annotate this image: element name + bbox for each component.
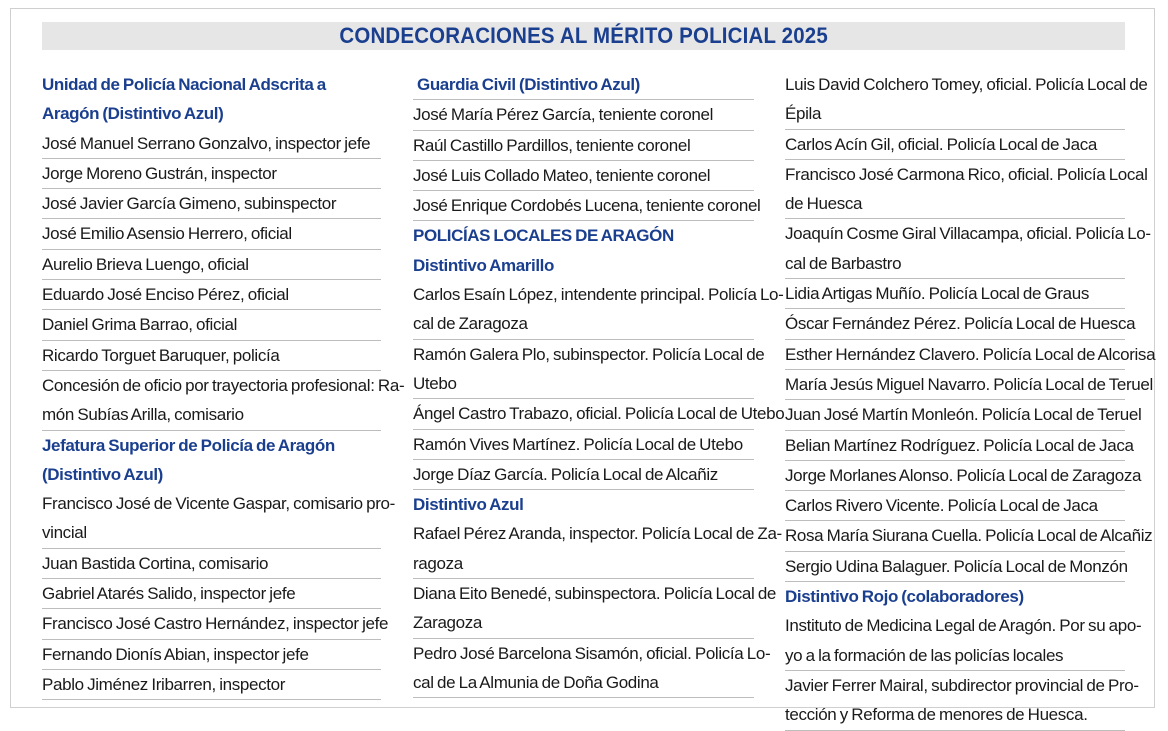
subsection-heading: Distintivo Azul [413,495,524,515]
list-item-line: ragoza [413,553,463,573]
list-item-line: cal de Barbastro [785,253,902,273]
list-item-line: Juan Bastida Cortina, comisario [42,553,269,573]
list-item [413,161,754,191]
list-item-line: Juan José Martín Monleón. Policía Local de Teruel [785,405,1142,425]
list-item [42,549,381,579]
list-item-line: Ramón Vives Martínez. Policía Local de Utebo [413,434,743,454]
list-item-line: Pablo Jiménez Iribarren, inspector [42,674,286,694]
list-item-line: Carlos Rivero Vicente. Policía Local de Jaca [785,496,1098,516]
list-item [42,609,389,639]
list-item [785,340,1156,370]
list-item-line: Rosa María Siurana Cuella. Policía Local de Alcañiz [785,526,1153,546]
list-item [413,280,784,340]
list-item [42,579,381,609]
list-item-line: José Javier García Gimeno, subinspector [42,194,337,214]
list-item [413,639,771,699]
list-item [413,519,782,579]
list-item-line: José Emilio Asensio Herrero, oficial [42,224,292,244]
list-item-line: Carlos Esaín López, intendente principal. Policía Lo- [413,285,784,305]
list-item [42,129,381,159]
list-item-line: María Jesús Miguel Navarro. Policía Local de Teruel [785,374,1153,394]
list-item-line: Lidia Artigas Muñío. Policía Local de Graus [785,284,1090,304]
list-item-line: Diana Eito Benedé, subinspectora. Policía Local de [413,584,777,604]
list-item-line: Carlos Acín Gil, oficial. Policía Local de Jaca [785,134,1097,154]
list-item-line: Instituto de Medicina Legal de Aragón. Por su apo- [785,616,1142,636]
subsection-heading: Distintivo Amarillo [413,255,554,275]
list-item [785,400,1142,430]
list-item [413,100,754,130]
entry-list [413,100,761,221]
list-item-line: Raúl Castillo Pardillos, teniente coronel [413,135,691,155]
section-heading: Guardia Civil (Distintivo Azul) [413,70,754,100]
list-item-line: yo a la formación de las policías locales [785,645,1064,665]
list-item [785,552,1128,582]
section-heading: Unidad de Policía Nacional Adscrita a Aragón (Distintivo Azul) [42,75,326,124]
list-item-line: vincial [42,523,87,543]
list-item [785,309,1136,339]
list-item [785,611,1142,671]
list-item [413,399,785,429]
list-item [785,521,1153,551]
list-item-line: José Luis Collado Mateo, teniente coronel [413,165,711,185]
page-title: CONDECORACIONES AL MÉRITO POLICIAL 2025 [339,23,828,48]
list-item-line: Épila [785,104,822,124]
list-item-line: Belian Martínez Rodríguez. Policía Local de Jaca [785,435,1134,455]
list-item [42,250,381,280]
list-item [42,159,381,189]
column-2 [413,70,785,698]
list-item [42,219,381,249]
list-item [42,341,381,371]
list-item [785,219,1151,279]
list-item-line: Fernando Dionís Abian, inspector jefe [42,644,309,664]
list-item-line: Jorge Morlanes Alonso. Policía Local de Zaragoza [785,465,1142,485]
list-item [785,130,1125,160]
list-item-line: món Subías Arilla, comisario [42,405,244,425]
list-item-line: José María Pérez García, teniente coronel [413,105,714,125]
list-item-line: José Enrique Cordobés Lucena, teniente coronel [413,196,761,216]
column-3 [785,70,1156,731]
list-item-line: Jorge Moreno Gustrán, inspector [42,163,277,183]
list-item-line: cal de La Almunia de Doña Godina [413,672,659,692]
list-item-line: Aurelio Brieva Luengo, oficial [42,254,249,274]
section-heading: Jefatura Superior de Policía de Aragón (Distintivo Azul) [42,435,335,484]
list-item [413,579,777,639]
list-item [42,640,381,670]
list-item-line: Francisco José de Vicente Gaspar, comisario pro- [42,494,395,514]
list-item [42,280,381,310]
entry-list [785,611,1142,730]
section-heading: POLICÍAS LOCALES DE ARAGÓN [413,226,674,246]
list-item-line: Luis David Colchero Tomey, oficial. Policía Local de [785,75,1148,94]
list-item-line: Ramón Galera Plo, subinspector. Policía Local de [413,344,765,364]
entry-list [413,519,782,698]
entry-list [42,489,395,700]
list-item [42,670,381,700]
list-item-line: Eduardo José Enciso Pérez, oficial [42,285,289,305]
list-item-line: Joaquín Cosme Giral Villacampa, oficial. Policía Lo- [785,224,1151,244]
list-item-line: Ángel Castro Trabazo, oficial. Policía Local de Utebo [413,404,785,424]
list-item-line: Óscar Fernández Pérez. Policía Local de Huesca [785,314,1136,334]
list-item [785,671,1139,731]
list-item-line: Sergio Udina Balaguer. Policía Local de Monzón [785,556,1128,576]
list-item-line: de Huesca [785,194,863,214]
list-item-line: Francisco José Castro Hernández, inspector jefe [42,614,389,634]
entry-list [785,70,1156,582]
list-item [785,461,1142,491]
list-item-line: Daniel Grima Barrao, oficial [42,315,238,335]
list-item-line: Utebo [413,373,457,393]
list-item-line: Gabriel Atarés Salido, inspector jefe [42,584,296,604]
subsection-heading: Distintivo Rojo (colaboradores) [785,587,1024,607]
entry-list [42,129,405,431]
list-item [785,279,1125,309]
list-item-line: Jorge Díaz García. Policía Local de Alcañiz [413,464,718,484]
list-item [413,340,765,400]
list-item-line: Francisco José Carmona Rico, oficial. Policía Local [785,164,1148,184]
list-item-line: Pedro José Barcelona Sisamón, oficial. Policía Lo- [413,643,771,663]
list-item-line: José Manuel Serrano Gonzalvo, inspector jefe [42,133,371,153]
list-item-line: cal de Zaragoza [413,314,528,334]
list-item [785,70,1148,130]
list-item-line: tección y Reforma de menores de Huesca. [785,705,1088,725]
entry-list [413,280,785,490]
list-item [42,189,381,219]
list-item [413,131,754,161]
list-item [413,191,761,221]
list-item-line: Ricardo Torguet Baruquer, policía [42,345,280,365]
list-item [413,460,754,490]
list-item [42,489,395,549]
list-item-line: Javier Ferrer Mairal, subdirector provincial de Pro- [785,675,1139,695]
list-item-line: Rafael Pérez Aranda, inspector. Policía Local de Za- [413,524,782,544]
list-item-line: Zaragoza [413,613,483,633]
list-item [785,431,1134,461]
list-item [785,491,1125,521]
list-item-line: Concesión de oficio por trayectoria profesional: Ra- [42,375,405,395]
list-item [42,310,381,340]
list-item [42,371,405,431]
list-item [785,160,1148,220]
title-bar [42,22,1125,50]
list-item [413,430,754,460]
list-item [785,370,1153,400]
list-item-line: Esther Hernández Clavero. Policía Local de Alcorisa [785,344,1156,364]
column-1 [42,70,405,700]
